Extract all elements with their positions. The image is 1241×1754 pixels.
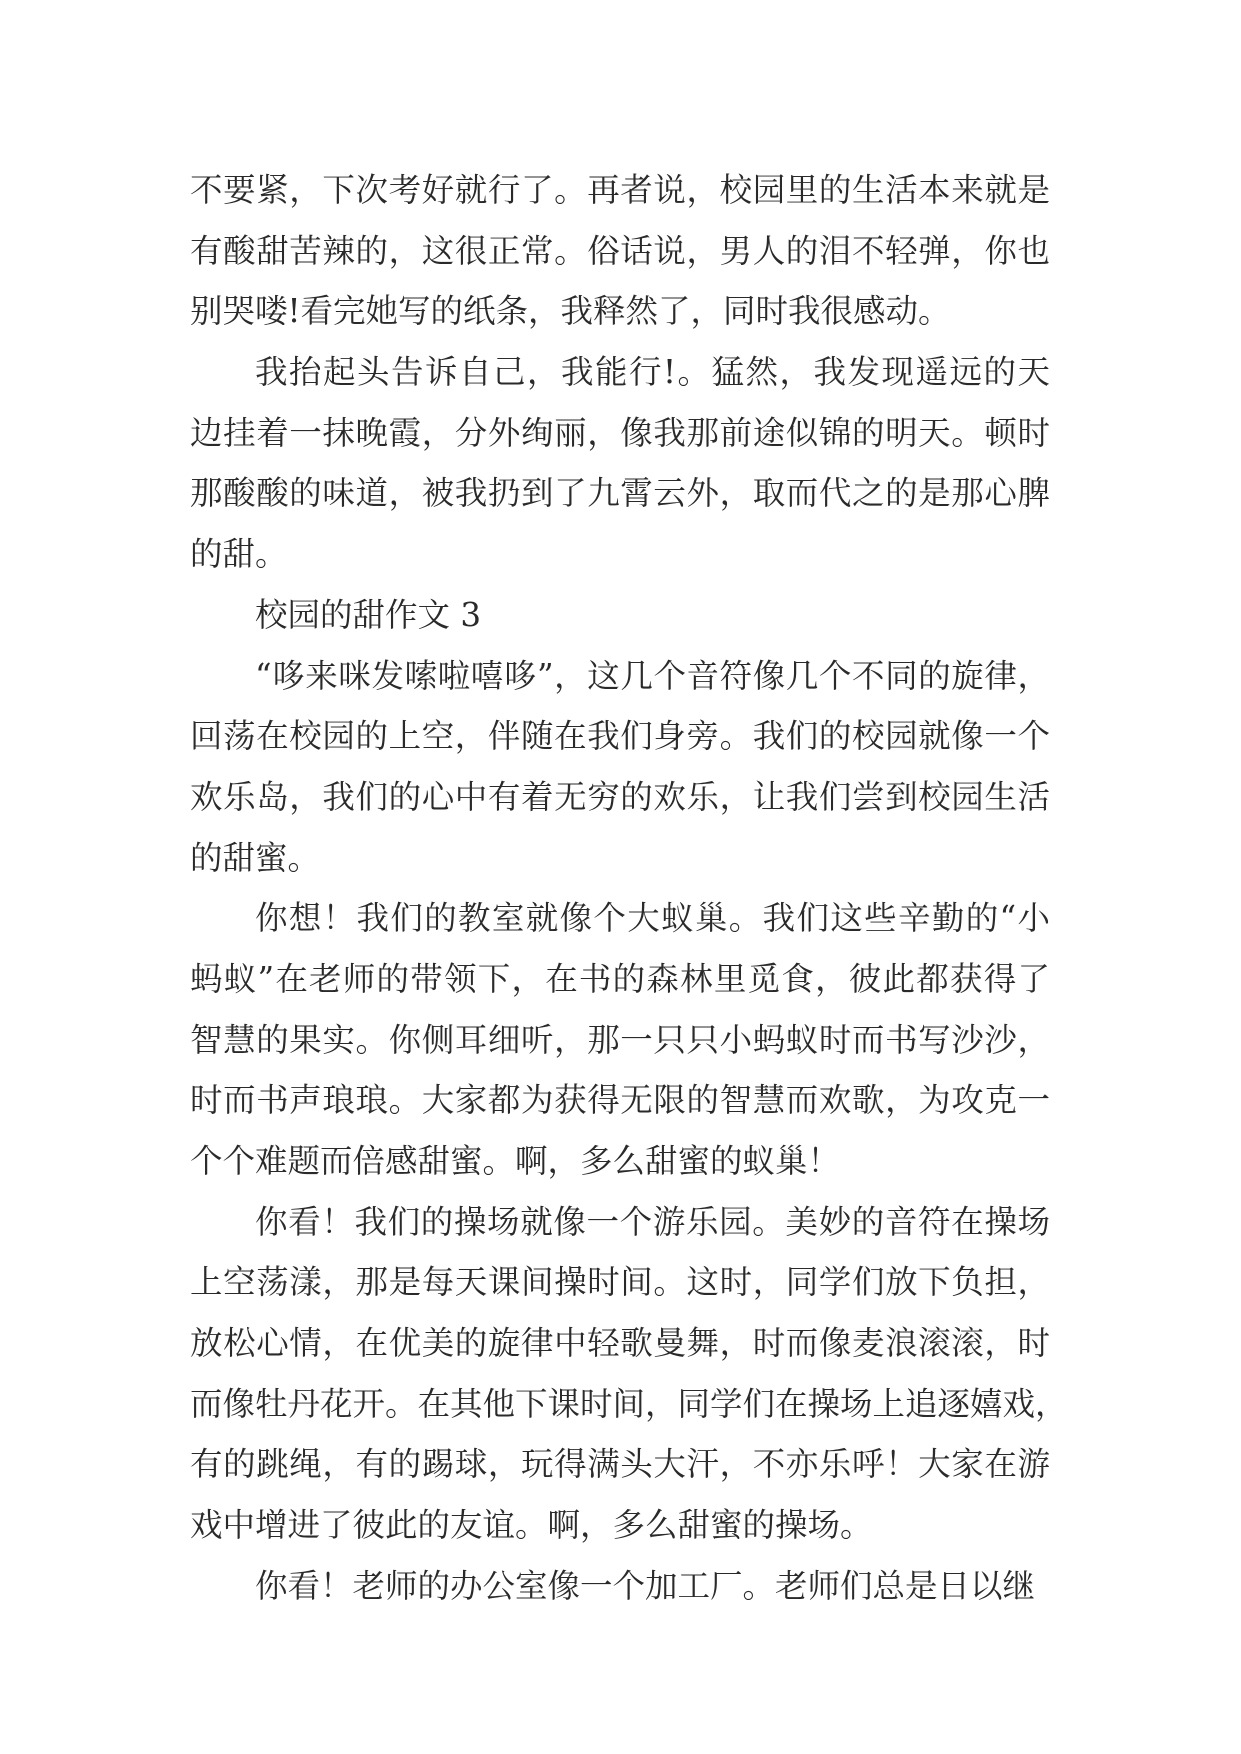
text-line: 的甜。 <box>190 535 288 574</box>
text-line: 有酸甜苦辣的，这很正常。俗话说，男人的泪不轻弹，你也 <box>190 231 1050 270</box>
paragraph-start-line: 你看！老师的办公室像一个加工厂。老师们总是日以继 <box>255 1566 1036 1605</box>
text-line: 智慧的果实。你侧耳细听，那一只只小蚂蚁时而书写沙沙， <box>190 1020 1050 1059</box>
text-line: 回荡在校园的上空，伴随在我们身旁。我们的校园就像一个 <box>190 717 1050 756</box>
text-line: 上空荡漾，那是每天课间操时间。这时，同学们放下负担， <box>190 1263 1050 1302</box>
paragraph-start-line: 你想！我们的教室就像个大蚁巢。我们这些辛勤的“小 <box>255 899 1050 938</box>
text-line: 别哭喽!看完她写的纸条，我释然了，同时我很感动。 <box>190 292 951 331</box>
text-line: 时而书声琅琅。大家都为获得无限的智慧而欢歌，为攻克一 <box>190 1081 1050 1120</box>
paragraph-start-line: 你看！我们的操场就像一个游乐园。美妙的音符在操场 <box>255 1202 1050 1241</box>
text-line: 放松心情，在优美的旋律中轻歌曼舞，时而像麦浪滚滚，时 <box>190 1324 1050 1363</box>
text-line: 不要紧，下次考好就行了。再者说，校园里的生活本来就是 <box>190 171 1050 209</box>
paragraph-start-line: 我抬起头告诉自己，我能行!。猛然，我发现遥远的天 <box>255 353 1050 392</box>
text-line: 蚂蚁”在老师的带领下，在书的森林里觅食，彼此都获得了 <box>190 959 1050 998</box>
text-line: 戏中增进了彼此的友谊。啊，多么甜蜜的操场。 <box>190 1506 873 1545</box>
section-title: 校园的甜作文 3 <box>255 595 482 634</box>
text-line: 边挂着一抹晚霞，分外绚丽，像我那前途似锦的明天。顿时 <box>190 413 1050 452</box>
text-line: 欢乐岛，我们的心中有着无穷的欢乐，让我们尝到校园生活 <box>190 777 1050 816</box>
essay-body <box>190 160 1068 1617</box>
text-line: 而像牡丹花开。在其他下课时间，同学们在操场上追逐嬉戏， <box>190 1384 1068 1423</box>
text-line: 有的跳绳，有的踢球，玩得满头大汗，不亦乐呼！大家在游 <box>190 1445 1050 1484</box>
paragraph-start-line: “哆来咪发嗦啦嘻哆”，这几个音符像几个不同的旋律， <box>255 656 1050 695</box>
text-line: 个个难题而倍感甜蜜。啊，多么甜蜜的蚁巢！ <box>190 1142 841 1180</box>
text-line: 的甜蜜。 <box>190 838 321 877</box>
text-line: 那酸酸的味道，被我扔到了九霄云外，取而代之的是那心脾 <box>190 474 1050 513</box>
